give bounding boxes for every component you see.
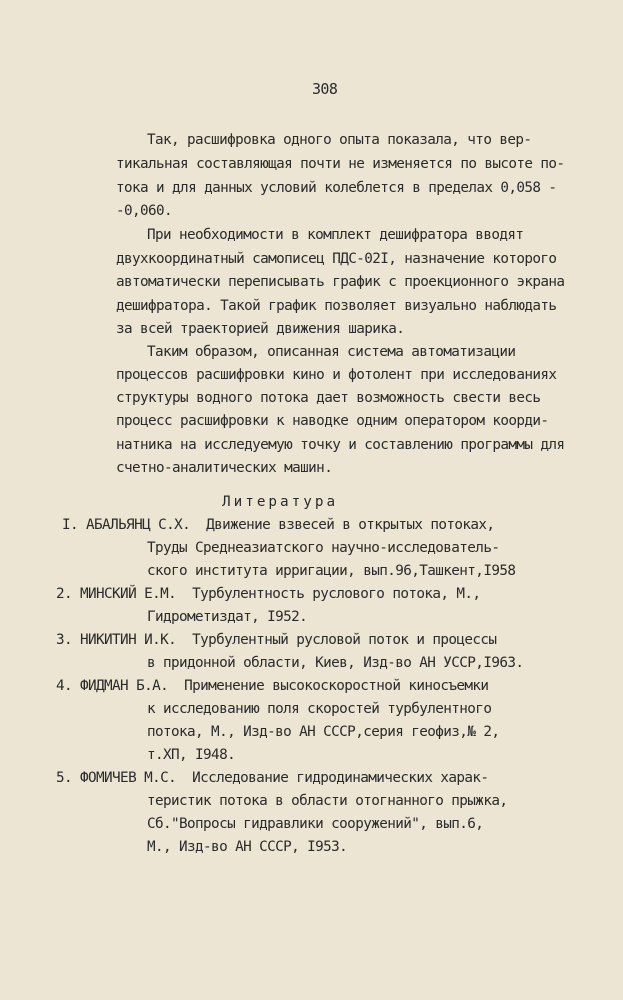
body-line: процесс расшифровки к наводке одним оператором коорди-	[116, 413, 549, 429]
body-line: за всей траекторией движения шарика.	[116, 321, 405, 337]
body-line: Так, расшифровка одного опыта показала, что вер-	[147, 132, 532, 148]
body-line: натника на исследуемую точку и составлению программы для	[116, 437, 565, 453]
body-line: двухкоординатный самописец ПДС-02I, назначение которого	[116, 251, 557, 267]
body-line: автоматически переписывать график с проекционного экрана	[116, 274, 565, 290]
reference-line: т.ХП, I948.	[147, 747, 236, 763]
body-line: структуры водного потока дает возможность свести весь	[116, 390, 541, 406]
reference-line: теристик потока в области отогнанного прыжка,	[147, 793, 508, 809]
body-line: тикальная составляющая почти не изменяется по высоте по-	[116, 156, 565, 172]
body-line: тока и для данных условий колеблется в пределах 0,058 -	[116, 180, 557, 196]
reference-line: I. АБАЛЬЯНЦ С.Х. Движение взвесей в открытых потоках,	[62, 517, 495, 533]
reference-line: Сб."Вопросы гидравлики сооружений", вып.6,	[147, 816, 484, 832]
body-line: -0,060.	[116, 203, 173, 219]
reference-line: в придонной области, Киев, Изд-во АН УССР,I963.	[147, 655, 524, 671]
reference-line: 2. МИНСКИЙ Е.М. Турбулентность руслового потока, М.,	[56, 586, 481, 602]
reference-line: потока, М., Изд-во АН СССР,серия геофиз,№ 2,	[147, 724, 500, 740]
reference-line: 4. ФИДМАН Б.А. Применение высокоскоростной киносъемки	[56, 678, 489, 694]
reference-line: М., Изд-во АН СССР, I953.	[147, 839, 348, 855]
page-number: 308	[312, 80, 338, 98]
body-line: процессов расшифровки кино и фотолент при исследованиях	[116, 367, 557, 383]
references-heading: Литература	[222, 494, 339, 510]
body-line: Таким образом, описанная система автоматизации	[147, 344, 516, 360]
reference-line: 5. ФОМИЧЕВ М.С. Исследование гидродинамических харак-	[56, 770, 489, 786]
reference-line: ского института ирригации, вып.96,Ташкент,I958	[147, 563, 516, 579]
body-line: дешифратора. Такой график позволяет визуально наблюдать	[116, 298, 557, 314]
body-line: счетно-аналитических машин.	[116, 460, 333, 476]
reference-line: 3. НИКИТИН И.К. Турбулентный русловой поток и процессы	[56, 632, 497, 648]
reference-line: Гидрометиздат, I952.	[147, 609, 308, 625]
reference-line: Труды Среднеазиатского научно-исследователь-	[147, 540, 500, 556]
reference-line: к исследованию поля скоростей турбулентного	[147, 701, 492, 717]
body-line: При необходимости в комплект дешифратора вводят	[147, 227, 524, 243]
